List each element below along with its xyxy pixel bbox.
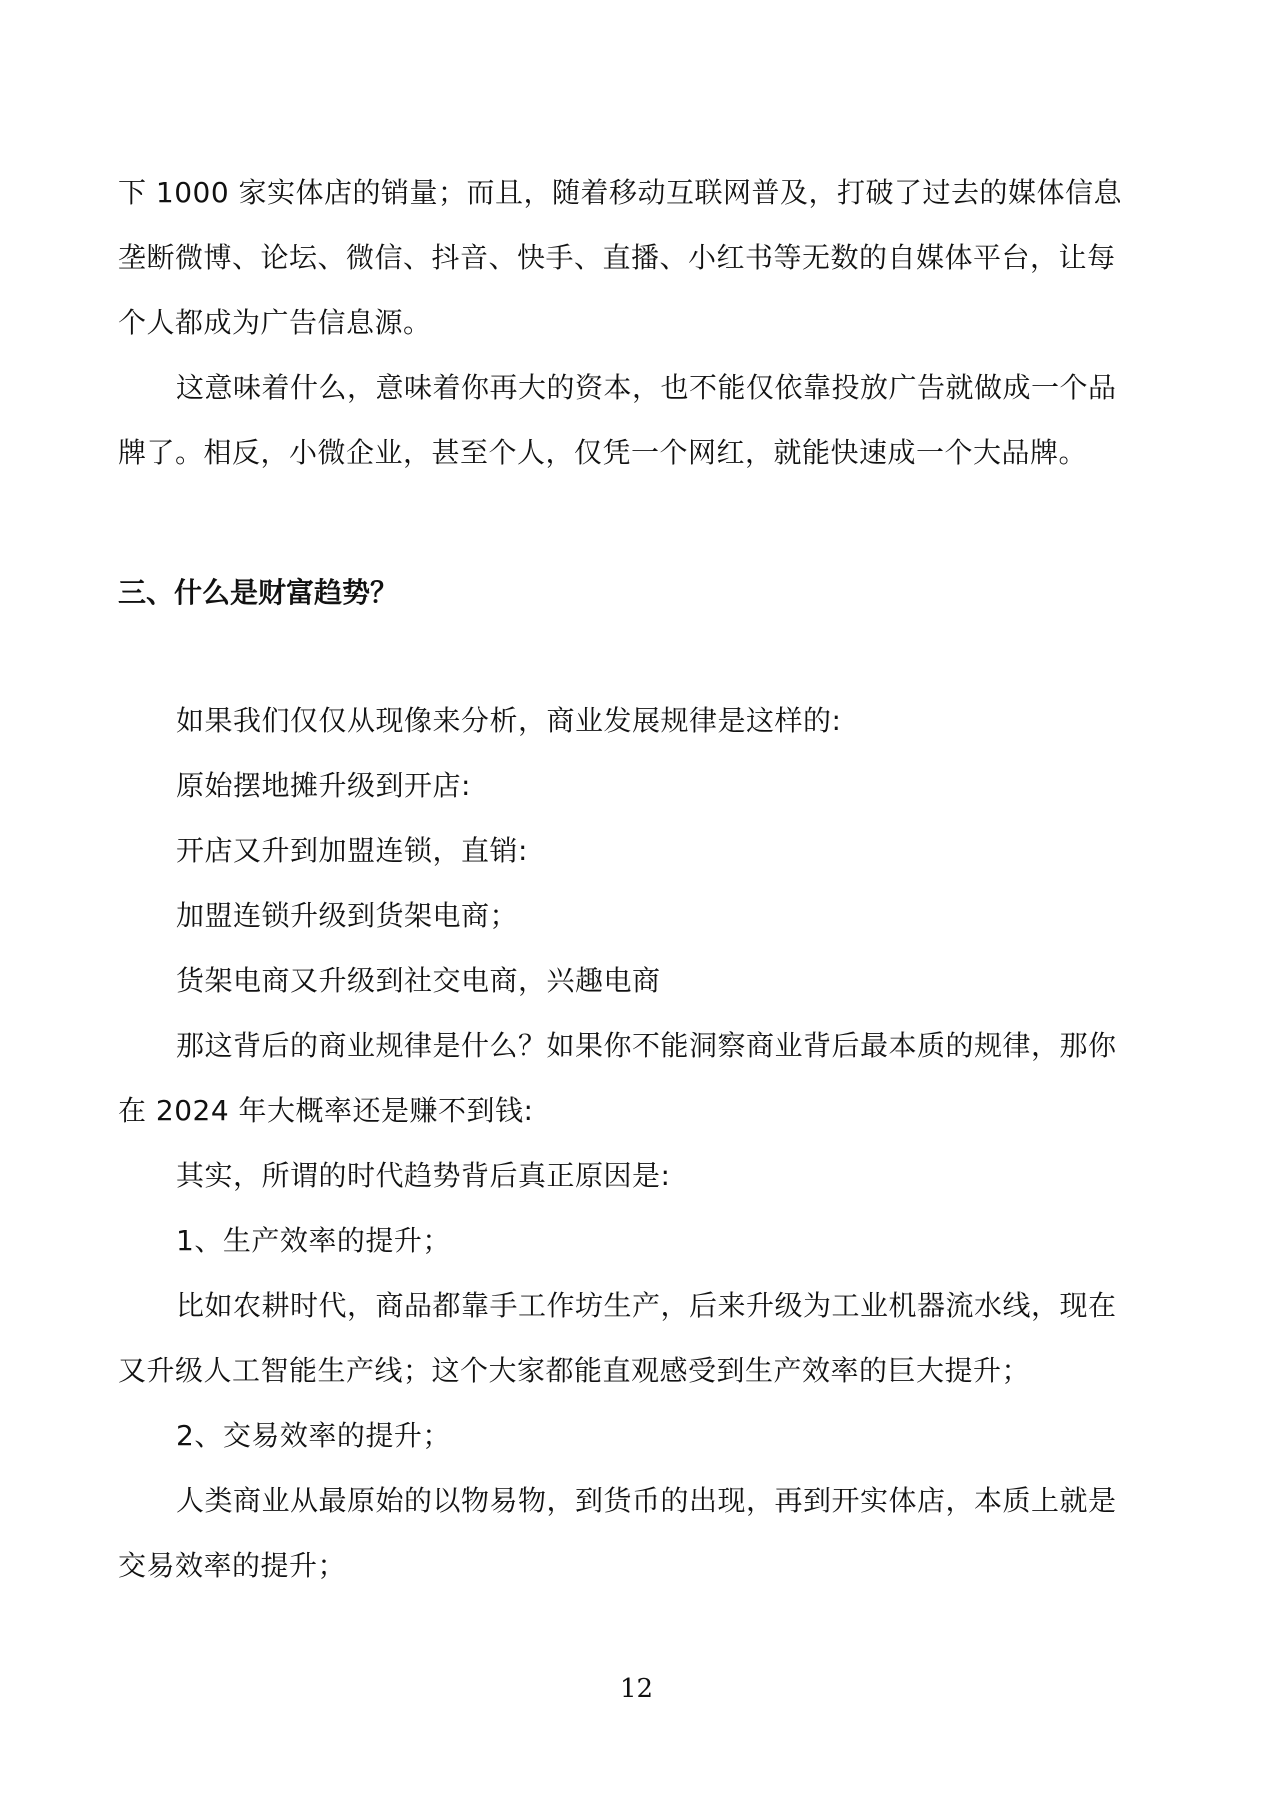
paragraph-line: 原始摆地摊升级到开店: xyxy=(176,769,471,802)
paragraph-line: 如果我们仅仅从现像来分析，商业发展规律是这样的: xyxy=(176,704,842,737)
section-heading: 三、什么是财富趋势？ xyxy=(118,576,399,609)
paragraph-line: 交易效率的提升； xyxy=(118,1549,347,1582)
paragraph-line: 开店又升到加盟连锁，直销: xyxy=(176,834,528,867)
paragraph-line: 货架电商又升级到社交电商，兴趣电商 xyxy=(176,964,661,997)
page-number: 12 xyxy=(619,1674,654,1704)
list-item-heading: 1、生产效率的提升； xyxy=(176,1224,451,1257)
paragraph-line: 下 1000 家实体店的销量；而且，随着移动互联网普及，打破了过去的媒体信息 xyxy=(118,176,1123,209)
paragraph-line: 人类商业从最原始的以物易物，到货币的出现，再到开实体店，本质上就是 xyxy=(176,1484,1117,1517)
paragraph-line: 又升级人工智能生产线；这个大家都能直观感受到生产效率的巨大提升； xyxy=(118,1354,1031,1387)
paragraph-line: 那这背后的商业规律是什么？如果你不能洞察商业背后最本质的规律，那你 xyxy=(176,1029,1117,1062)
paragraph-line: 加盟连锁升级到货架电商； xyxy=(176,899,519,932)
paragraph-line: 这意味着什么，意味着你再大的资本，也不能仅依靠投放广告就做成一个品 xyxy=(176,371,1117,404)
paragraph-line: 垄断微博、论坛、微信、抖音、快手、直播、小红书等无数的自媒体平台，让每 xyxy=(118,241,1116,274)
paragraph-line: 在 2024 年大概率还是赚不到钱: xyxy=(118,1094,534,1127)
paragraph-line: 牌了。相反，小微企业，甚至个人，仅凭一个网红，就能快速成一个大品牌。 xyxy=(118,436,1088,469)
paragraph-line: 个人都成为广告信息源。 xyxy=(118,306,432,339)
list-item-heading: 2、交易效率的提升； xyxy=(176,1419,451,1452)
paragraph-line: 比如农耕时代，商品都靠手工作坊生产，后来升级为工业机器流水线，现在 xyxy=(176,1289,1117,1322)
paragraph-line: 其实，所谓的时代趋势背后真正原因是: xyxy=(176,1159,671,1192)
